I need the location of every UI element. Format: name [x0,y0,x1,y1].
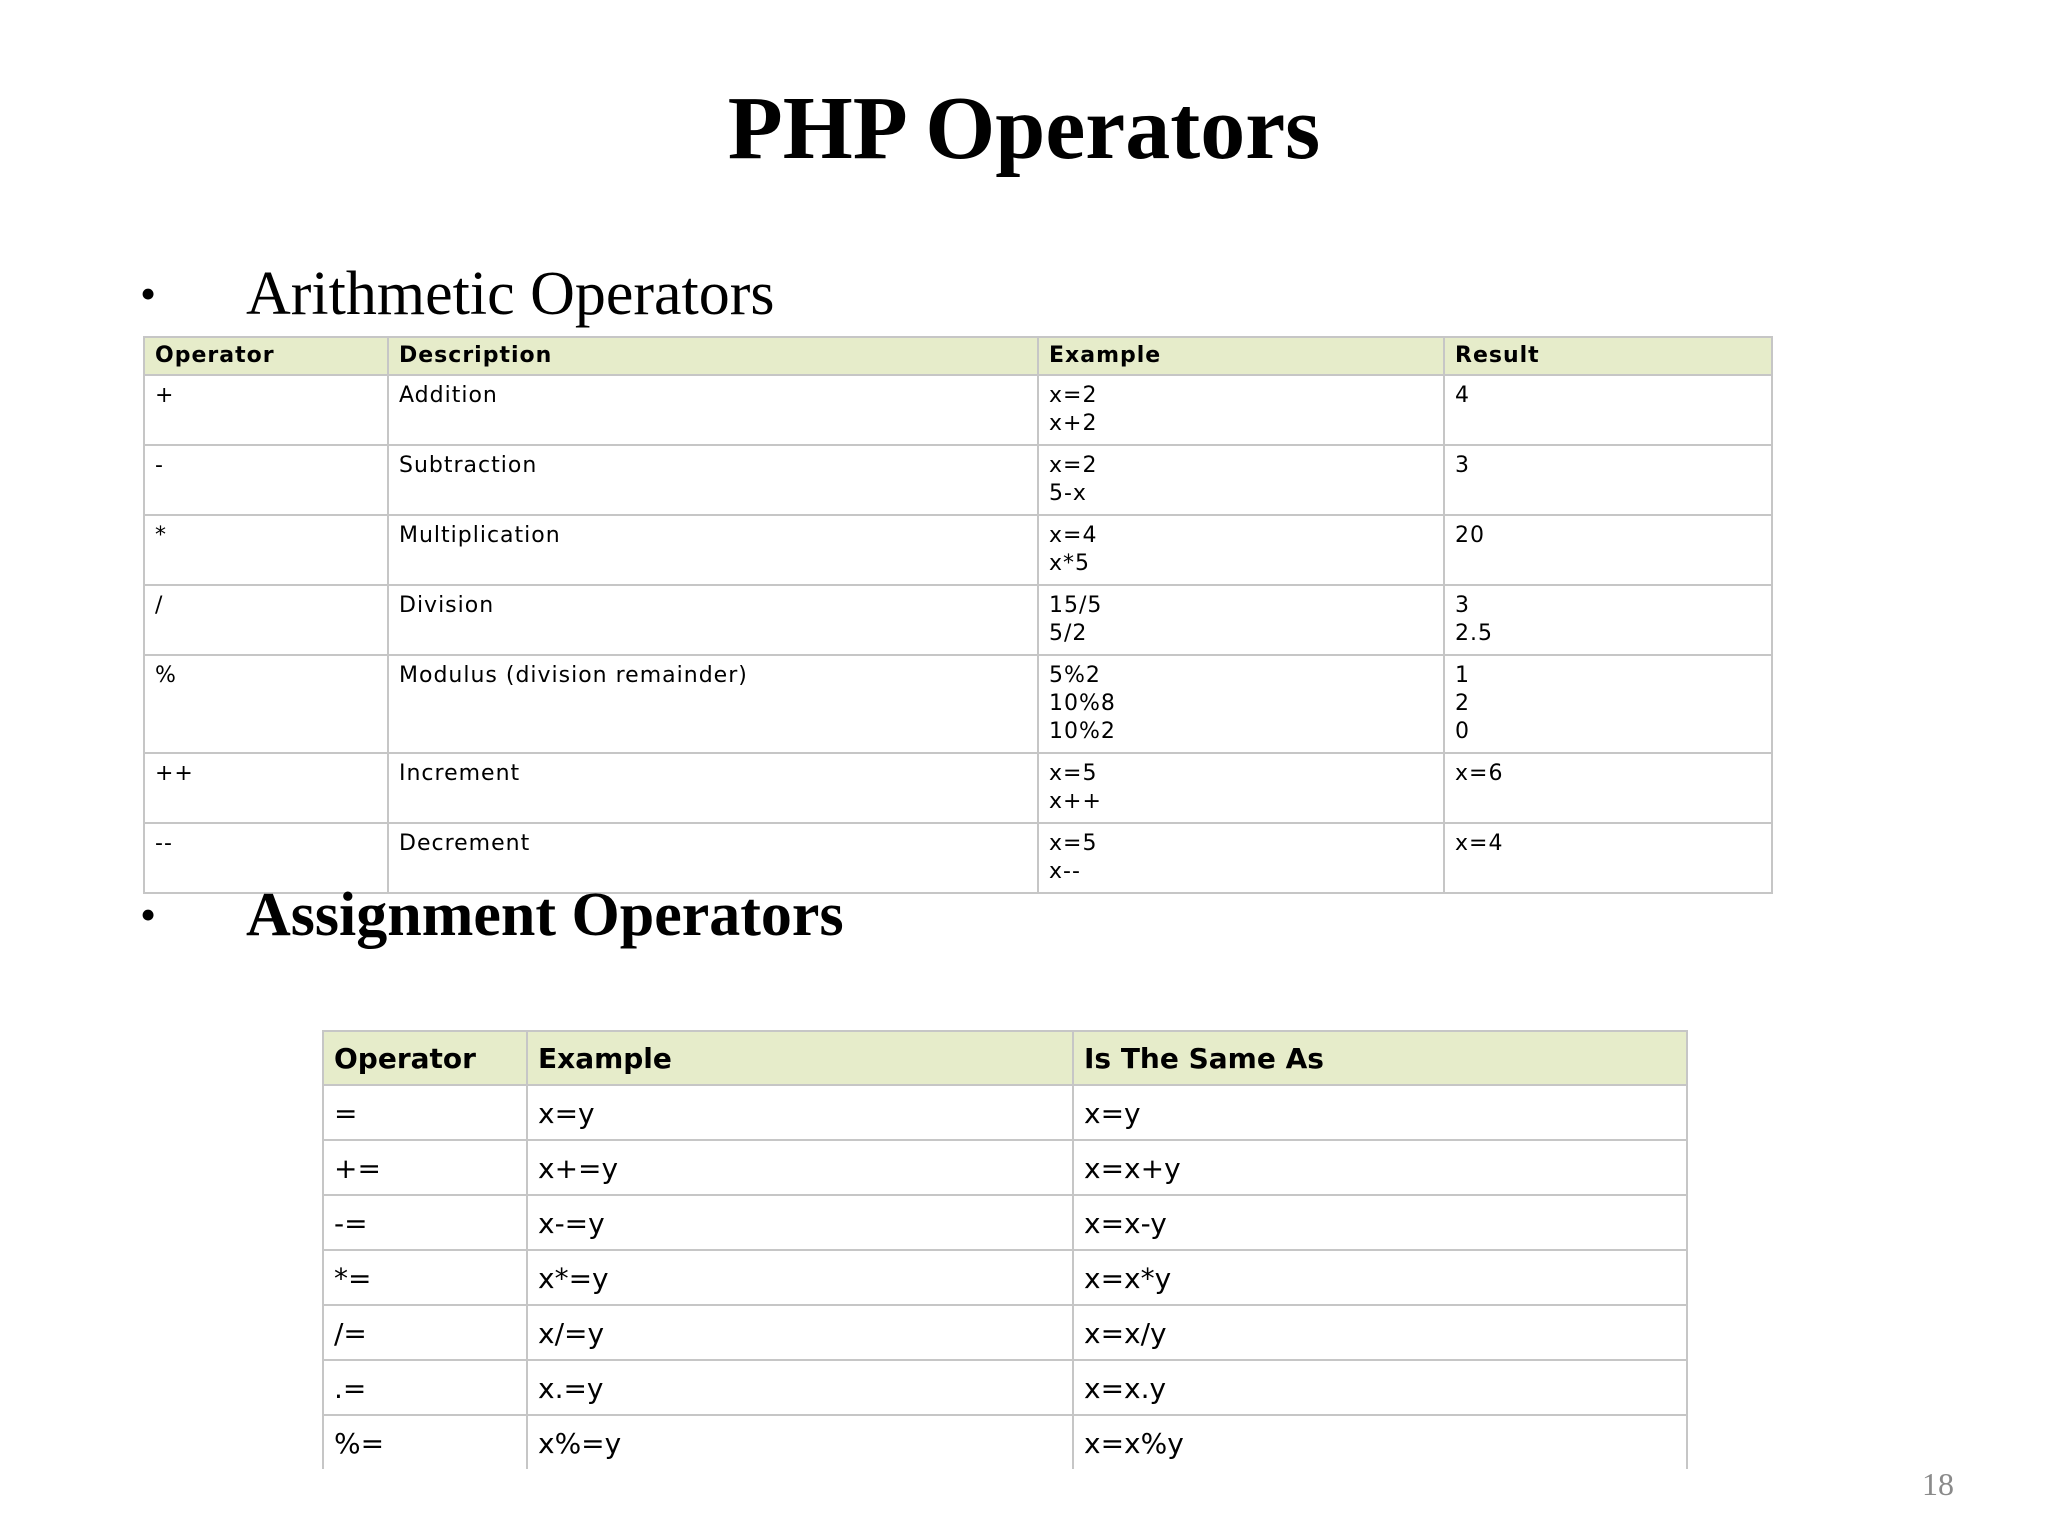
table-row [144,445,1772,515]
same-as-cell: x=x+y [1073,1140,1687,1195]
example-cell [1038,375,1444,445]
example-line: x=2 [1049,383,1098,408]
example-cell: x*=y [527,1250,1073,1305]
operator-cell: % [144,655,388,753]
example-line: x=2 [1049,453,1098,478]
result-cell [1444,655,1772,753]
result-line: x=6 [1455,761,1504,786]
example-line: x=5 [1049,831,1098,856]
operator-cell: /= [323,1305,527,1360]
result-line: 4 [1455,383,1470,408]
example-cell: x=y [527,1085,1073,1140]
example-cell: x.=y [527,1360,1073,1415]
result-cell [1444,753,1772,823]
table-row [323,1195,1687,1250]
table-row [323,1415,1687,1469]
table-row [144,753,1772,823]
example-line: x=5 [1049,761,1098,786]
same-as-cell: x=x%y [1073,1415,1687,1469]
example-cell [1038,515,1444,585]
result-line: 3 [1455,593,1470,618]
example-line: x-- [1049,859,1081,884]
result-line: 0 [1455,719,1470,744]
same-as-cell: x=x-y [1073,1195,1687,1250]
arithmetic-operators-table [143,336,1773,894]
result-cell [1444,823,1772,893]
result-cell [1444,585,1772,655]
column-header: Operator [323,1031,527,1085]
example-line: 10%2 [1049,719,1116,744]
operator-cell: -= [323,1195,527,1250]
table-row [144,375,1772,445]
column-header: Example [527,1031,1073,1085]
table-row [323,1360,1687,1415]
result-line: 2 [1455,691,1470,716]
example-cell: x-=y [527,1195,1073,1250]
same-as-cell: x=x*y [1073,1250,1687,1305]
description-cell: Modulus (division remainder) [388,655,1038,753]
example-cell [1038,445,1444,515]
description-cell: Multiplication [388,515,1038,585]
description-cell: Increment [388,753,1038,823]
table-row [323,1085,1687,1140]
example-line: 5-x [1049,481,1087,506]
operator-cell: / [144,585,388,655]
same-as-cell: x=y [1073,1085,1687,1140]
table-row [323,1305,1687,1360]
operator-cell: * [144,515,388,585]
slide-title: PHP Operators [727,79,1321,178]
column-header: Is The Same As [1073,1031,1687,1085]
table-row [144,655,1772,753]
table-row [144,515,1772,585]
example-line: 5/2 [1049,621,1088,646]
bullet-icon: • [140,889,157,940]
operator-cell: + [144,375,388,445]
example-cell [1038,753,1444,823]
description-cell: Decrement [388,823,1038,893]
column-header: Operator [144,337,388,375]
result-line: 3 [1455,453,1470,478]
same-as-cell: x=x.y [1073,1360,1687,1415]
operator-cell: += [323,1140,527,1195]
example-cell: x%=y [527,1415,1073,1469]
bullet-assignment-operators [140,880,844,950]
column-header: Result [1444,337,1772,375]
result-cell [1444,445,1772,515]
operator-cell: -- [144,823,388,893]
table-row [323,1140,1687,1195]
example-line: 10%8 [1049,691,1116,716]
bullet-label: Assignment Operators [246,881,844,949]
bullet-icon: • [140,268,157,319]
example-line: 5%2 [1049,663,1101,688]
result-line: 1 [1455,663,1470,688]
example-line: x*5 [1049,551,1091,576]
operator-cell: *= [323,1250,527,1305]
table-header-row [323,1031,1687,1085]
example-cell [1038,823,1444,893]
example-line: x++ [1049,789,1102,814]
description-cell: Subtraction [388,445,1038,515]
result-cell [1444,515,1772,585]
result-cell [1444,375,1772,445]
example-line: x+2 [1049,411,1098,436]
assignment-operators-table [322,1030,1688,1469]
example-cell: x+=y [527,1140,1073,1195]
same-as-cell: x=x/y [1073,1305,1687,1360]
column-header: Description [388,337,1038,375]
result-line: 20 [1455,523,1485,548]
table-header-row [144,337,1772,375]
operator-cell: ++ [144,753,388,823]
example-line: x=4 [1049,523,1098,548]
page-number: 18 [1922,1466,1954,1502]
result-line: 2.5 [1455,621,1493,646]
bullet-label: Arithmetic Operators [246,260,775,328]
operator-cell: .= [323,1360,527,1415]
example-cell [1038,655,1444,753]
column-header: Example [1038,337,1444,375]
description-cell: Addition [388,375,1038,445]
description-cell: Division [388,585,1038,655]
operator-cell: - [144,445,388,515]
table-row [323,1250,1687,1305]
example-line: 15/5 [1049,593,1103,618]
table-row [144,585,1772,655]
example-cell [1038,585,1444,655]
operator-cell: = [323,1085,527,1140]
result-line: x=4 [1455,831,1504,856]
example-cell: x/=y [527,1305,1073,1360]
operator-cell: %= [323,1415,527,1469]
bullet-arithmetic-operators [140,259,775,329]
